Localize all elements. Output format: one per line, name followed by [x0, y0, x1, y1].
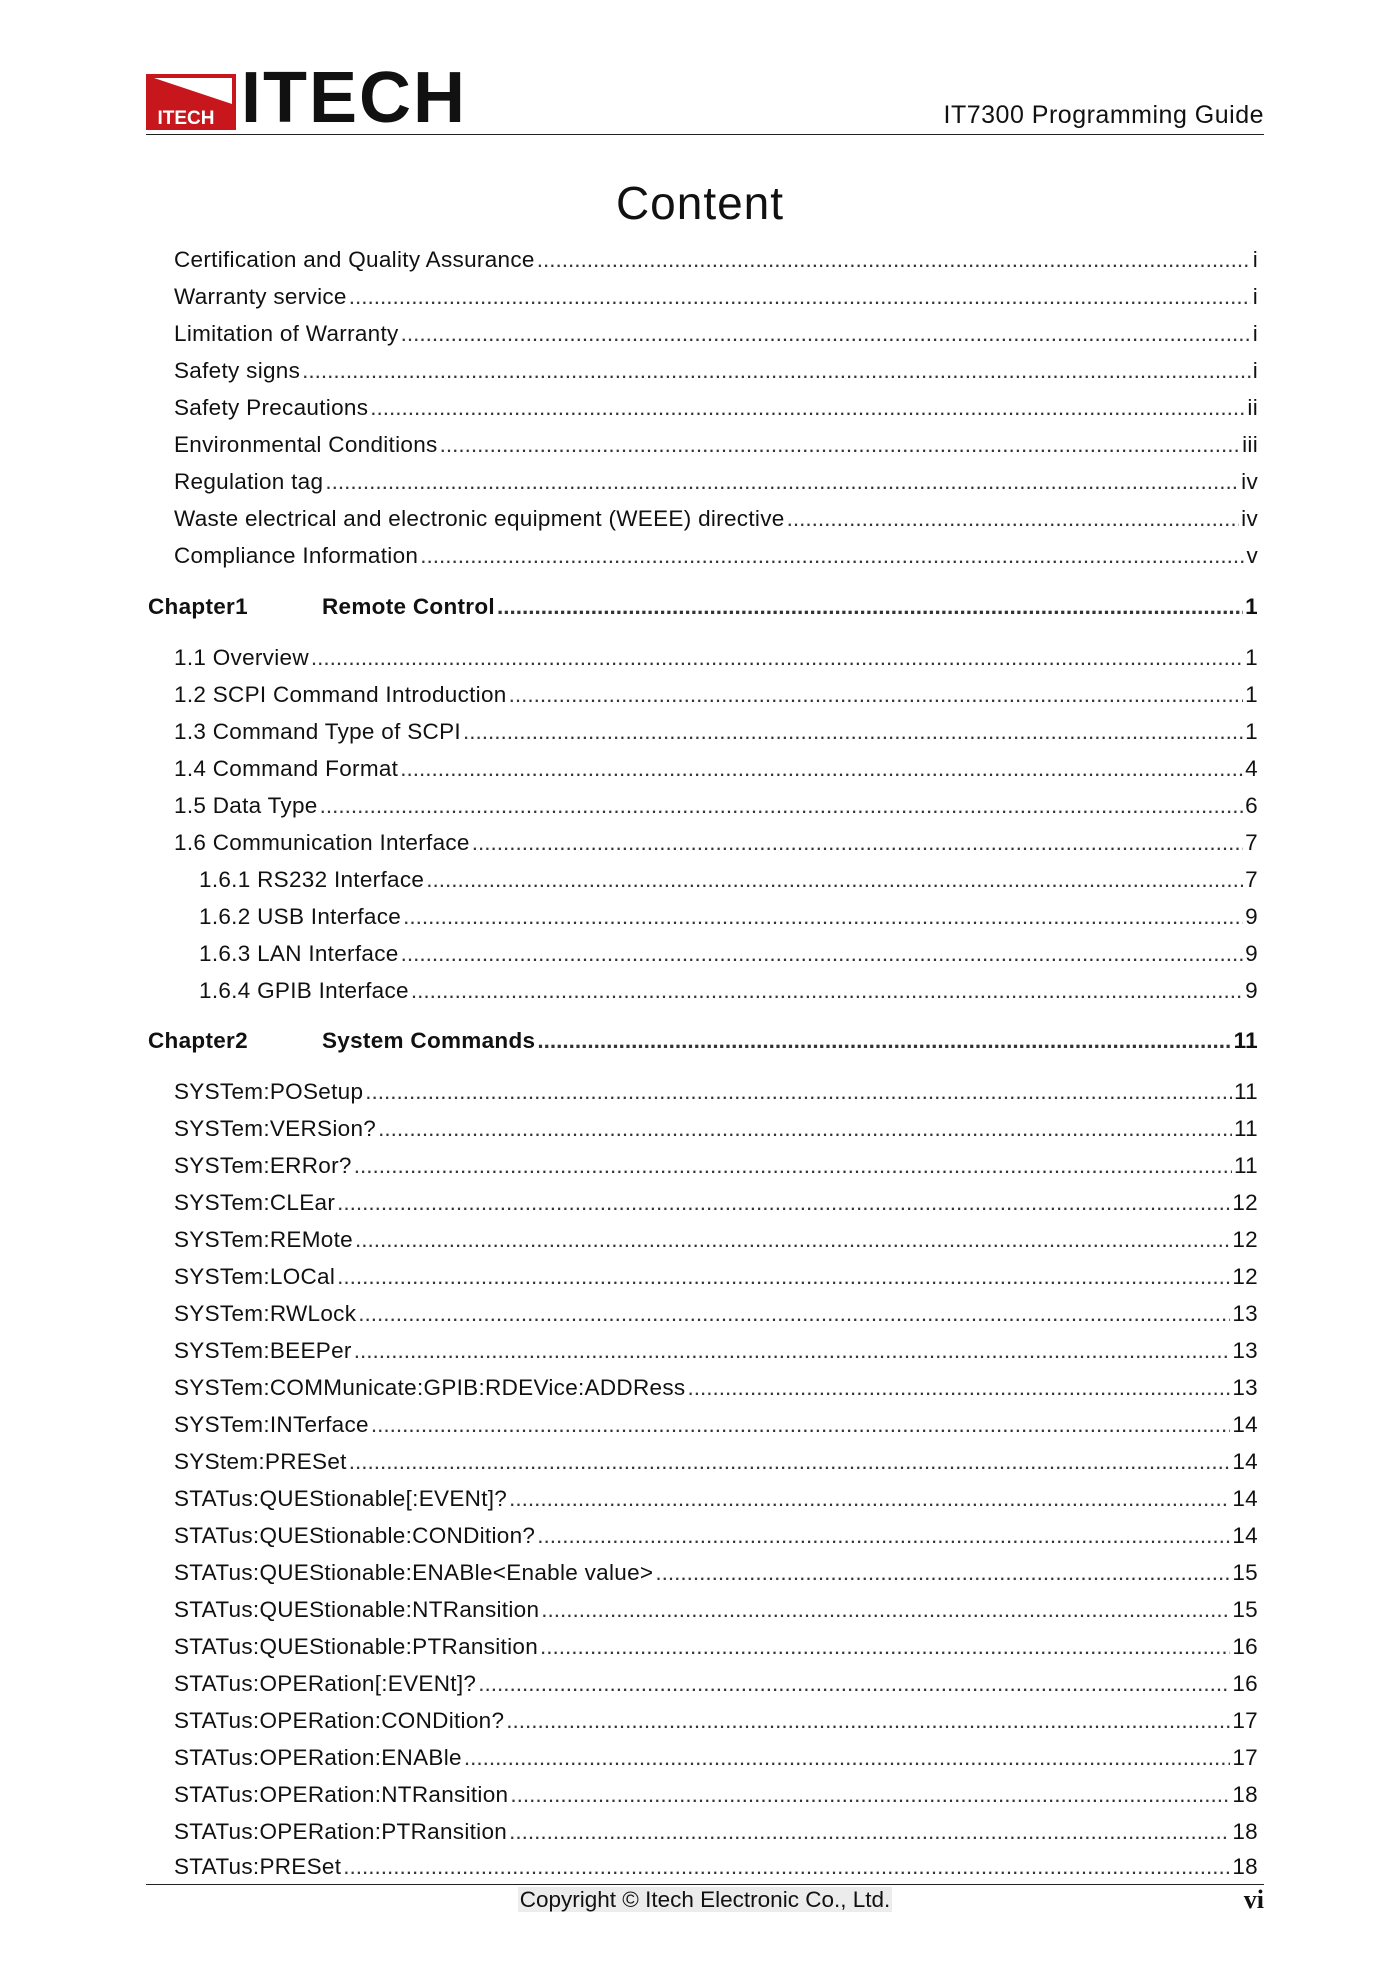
logo-wordmark: ITECH: [241, 58, 467, 138]
toc-entry-page: 1: [1245, 719, 1258, 744]
toc-entry-text: SYSTem:BEEPer: [174, 1338, 352, 1363]
toc-entry-page: i: [1252, 321, 1258, 346]
toc-entry[interactable]: [174, 1706, 1258, 1736]
toc-entry-text: Environmental Conditions: [174, 432, 438, 457]
toc-entry[interactable]: [174, 1817, 1258, 1847]
toc-entry-page: 4: [1245, 756, 1258, 781]
toc-entry-page: 14: [1232, 1486, 1258, 1511]
toc-entry-page: 18: [1232, 1819, 1258, 1844]
toc-leader-dots: [354, 1151, 1232, 1181]
toc-entry[interactable]: [174, 1780, 1258, 1810]
toc-entry-page: 7: [1245, 830, 1258, 855]
toc-entry-page: 1: [1245, 594, 1258, 619]
toc-entry[interactable]: [174, 467, 1258, 497]
toc-entry-page: 14: [1232, 1412, 1258, 1437]
toc-entry-page: 11: [1234, 1153, 1258, 1178]
toc-entry-text: STATus:QUEStionable:PTRansition: [174, 1634, 539, 1659]
toc-entry[interactable]: [174, 1669, 1258, 1699]
toc-entry-text: STATus:OPERation:PTRansition: [174, 1819, 508, 1844]
toc-entry-page: 14: [1232, 1449, 1258, 1474]
toc-entry-page: 13: [1232, 1338, 1258, 1363]
toc-subentry[interactable]: [199, 865, 1258, 895]
toc-entry-text: STATus:QUEStionable:CONDition?: [174, 1523, 536, 1548]
toc-entry-page: 14: [1232, 1523, 1258, 1548]
toc-entry-page: 16: [1232, 1634, 1258, 1659]
toc-entry-text: STATus:PRESet: [174, 1854, 342, 1879]
toc-entry[interactable]: [174, 1225, 1258, 1255]
toc-entry[interactable]: [174, 1743, 1258, 1773]
toc-leader-dots: [655, 1558, 1230, 1588]
itech-logo: [146, 58, 476, 138]
toc-leader-dots: [509, 680, 1244, 710]
toc-leader-dots: [354, 1336, 1231, 1366]
toc-entry[interactable]: [174, 282, 1258, 312]
toc-entry-text: SYSTem:LOCal: [174, 1264, 336, 1289]
toc-entry-text: SYSTem:VERSion?: [174, 1116, 377, 1141]
toc-entry[interactable]: [174, 717, 1258, 747]
toc-entry[interactable]: [174, 541, 1258, 571]
toc-chapter-1[interactable]: [148, 592, 1258, 622]
toc-leader-dots: [403, 902, 1243, 932]
toc-entry-text: 1.6.2 USB Interface: [199, 904, 402, 929]
toc-leader-dots: [472, 828, 1243, 858]
toc-entry-text: 1.2 SCPI Command Introduction: [174, 682, 507, 707]
toc-entry-page: 9: [1245, 904, 1258, 929]
toc-leader-dots: [401, 939, 1244, 969]
toc-leader-dots: [343, 1852, 1230, 1882]
toc-entry[interactable]: [174, 1447, 1258, 1477]
toc-entry[interactable]: [174, 1262, 1258, 1292]
toc-leader-dots: [537, 1521, 1230, 1551]
toc-entry-text: Safety Precautions: [174, 395, 369, 420]
toc-entry[interactable]: [174, 1632, 1258, 1662]
toc-entry-text: STATus:OPERation:NTRansition: [174, 1782, 509, 1807]
toc-entry[interactable]: [174, 1558, 1258, 1588]
toc-leader-dots: [401, 319, 1251, 349]
page-title: Content: [615, 177, 785, 229]
toc-leader-dots: [365, 1077, 1232, 1107]
toc-leader-dots: [509, 1484, 1230, 1514]
toc-entry[interactable]: [174, 245, 1258, 275]
chapter-label: Chapter2: [148, 1028, 248, 1053]
toc-leader-dots: [541, 1595, 1230, 1625]
toc-entry-text: STATus:OPERation[:EVENt]?: [174, 1671, 477, 1696]
toc-subentry[interactable]: [199, 976, 1258, 1006]
toc-entry-text: Compliance Information: [174, 543, 419, 568]
toc-entry-page: i: [1252, 358, 1258, 383]
chapter-title: System Commands: [322, 1028, 536, 1053]
toc-entry-page: v: [1246, 543, 1258, 568]
toc-entry[interactable]: [174, 1077, 1258, 1107]
toc-entry[interactable]: [174, 1188, 1258, 1218]
toc-entry-page: 1: [1245, 682, 1258, 707]
page-number: vi: [1243, 1885, 1264, 1914]
toc-entry-text: Safety signs: [174, 358, 301, 383]
toc-leader-dots: [337, 1188, 1230, 1218]
toc-entry-text: SYSTem:INTerface: [174, 1412, 369, 1437]
toc-entry-text: 1.6.4 GPIB Interface: [199, 978, 409, 1003]
toc-entry[interactable]: [174, 1299, 1258, 1329]
toc-entry-text: Certification and Quality Assurance: [174, 247, 535, 272]
toc-entry-page: 11: [1233, 1028, 1258, 1053]
toc-entry-text: SYSTem:ERRor?: [174, 1153, 352, 1178]
chapter-label: Chapter1: [148, 594, 248, 619]
toc-entry-page: iii: [1242, 432, 1258, 457]
toc-entry[interactable]: [174, 1521, 1258, 1551]
toc-entry-page: 17: [1232, 1708, 1258, 1733]
toc-entry-text: 1.1 Overview: [174, 645, 309, 670]
toc-entry-page: 12: [1232, 1264, 1258, 1289]
toc-entry-page: 13: [1232, 1301, 1258, 1326]
toc-leader-dots: [358, 1299, 1230, 1329]
copyright-text: Copyright © Itech Electronic Co., Ltd.: [519, 1887, 891, 1912]
guide-title: IT7300 Programming Guide: [943, 101, 1264, 129]
toc-entry-text: STATus:QUEStionable:ENABle<Enable value>: [174, 1560, 654, 1585]
toc-entry-text: Warranty service: [174, 284, 347, 309]
toc-entry[interactable]: [174, 430, 1258, 460]
toc-leader-dots: [537, 1026, 1231, 1056]
toc-entry-text: 1.3 Command Type of SCPI: [174, 719, 461, 744]
toc-entry[interactable]: [174, 1852, 1258, 1882]
toc-entry-page: 16: [1232, 1671, 1258, 1696]
toc-leader-dots: [371, 1410, 1230, 1440]
toc-entry[interactable]: [174, 1410, 1258, 1440]
toc-leader-dots: [349, 1447, 1231, 1477]
toc-entry[interactable]: [174, 1336, 1258, 1366]
page-header: [146, 58, 1264, 138]
toc-leader-dots: [506, 1706, 1230, 1736]
toc-entry-page: 18: [1232, 1854, 1258, 1879]
toc-entry-text: Waste electrical and electronic equipment (WEEE) directive: [174, 506, 785, 531]
toc-entry[interactable]: [174, 504, 1258, 534]
toc-entry[interactable]: [174, 393, 1258, 423]
toc-entry-page: 12: [1232, 1190, 1258, 1215]
toc-leader-dots: [400, 754, 1243, 784]
toc-entry[interactable]: [174, 1484, 1258, 1514]
toc-entry[interactable]: [174, 1595, 1258, 1625]
toc-leader-dots: [420, 541, 1244, 571]
toc-entry[interactable]: [174, 356, 1258, 386]
toc-entry-page: 15: [1232, 1560, 1258, 1585]
toc-entry-page: 11: [1234, 1116, 1258, 1141]
toc-entry-page: i: [1252, 284, 1258, 309]
toc-entry-text: SYSTem:CLEar: [174, 1190, 336, 1215]
toc-entry-text: 1.6.3 LAN Interface: [199, 941, 399, 966]
toc-leader-dots: [509, 1817, 1230, 1847]
toc-entry[interactable]: [174, 680, 1258, 710]
toc-leader-dots: [687, 1373, 1230, 1403]
toc-leader-dots: [349, 282, 1251, 312]
toc-leader-dots: [463, 717, 1243, 747]
chapter-title: Remote Control: [322, 594, 495, 619]
toc-entry-text: 1.5 Data Type: [174, 793, 318, 818]
toc-leader-dots: [311, 643, 1243, 673]
toc-entry[interactable]: [174, 643, 1258, 673]
toc-leader-dots: [378, 1114, 1232, 1144]
toc-entry-text: Limitation of Warranty: [174, 321, 399, 346]
toc-entry-page: 17: [1232, 1745, 1258, 1770]
toc-leader-dots: [355, 1225, 1230, 1255]
toc-leader-dots: [426, 865, 1243, 895]
toc-entry-page: 7: [1245, 867, 1258, 892]
toc-entry-text: 1.4 Command Format: [174, 756, 399, 781]
toc-entry-page: 1: [1245, 645, 1258, 670]
toc-leader-dots: [497, 592, 1243, 622]
toc-entry-page: 15: [1232, 1597, 1258, 1622]
toc-entry-text: 1.6.1 RS232 Interface: [199, 867, 425, 892]
toc-entry[interactable]: [174, 319, 1258, 349]
toc-entry-page: i: [1252, 247, 1258, 272]
toc-entry-text: SYSTem:COMMunicate:GPIB:RDEVice:ADDRess: [174, 1375, 686, 1400]
toc-subentry[interactable]: [199, 902, 1258, 932]
toc-entry-page: 13: [1232, 1375, 1258, 1400]
toc-entry[interactable]: [174, 791, 1258, 821]
toc-leader-dots: [440, 430, 1241, 460]
toc-leader-dots: [325, 467, 1239, 497]
toc-entry-page: iv: [1241, 469, 1258, 494]
toc-entry-text: SYStem:PRESet: [174, 1449, 347, 1474]
toc-entry-page: 11: [1234, 1079, 1258, 1104]
toc-leader-dots: [370, 393, 1245, 423]
toc-entry-text: SYSTem:REMote: [174, 1227, 353, 1252]
toc-leader-dots: [537, 245, 1251, 275]
page-footer: [146, 1884, 1264, 1915]
toc-entry-text: Regulation tag: [174, 469, 324, 494]
toc-entry-text: STATus:QUEStionable[:EVENt]?: [174, 1486, 508, 1511]
toc-entry-text: STATus:OPERation:ENABle: [174, 1745, 462, 1770]
logo-small-text: ITECH: [157, 108, 215, 129]
toc-entry[interactable]: [174, 754, 1258, 784]
toc-entry[interactable]: [174, 1373, 1258, 1403]
toc-entry-page: 9: [1245, 941, 1258, 966]
toc-entry[interactable]: [174, 828, 1258, 858]
toc-leader-dots: [510, 1780, 1230, 1810]
toc-leader-dots: [320, 791, 1244, 821]
toc-entry-page: 18: [1232, 1782, 1258, 1807]
toc-leader-dots: [478, 1669, 1230, 1699]
toc-subentry[interactable]: [199, 939, 1258, 969]
toc-entry-text: SYSTem:RWLock: [174, 1301, 357, 1326]
toc-chapter-2[interactable]: [148, 1026, 1258, 1056]
logo-emblem-icon: [146, 74, 236, 130]
toc-entry-text: 1.6 Communication Interface: [174, 830, 470, 855]
toc-entry-page: 12: [1232, 1227, 1258, 1252]
toc-entry-text: SYSTem:POSetup: [174, 1079, 364, 1104]
toc-leader-dots: [411, 976, 1243, 1006]
toc-entry[interactable]: [174, 1151, 1258, 1181]
toc-entry-page: 9: [1245, 978, 1258, 1003]
toc-entry-page: 6: [1245, 793, 1258, 818]
toc-leader-dots: [337, 1262, 1230, 1292]
toc-leader-dots: [464, 1743, 1231, 1773]
toc-entry-page: ii: [1247, 395, 1258, 420]
toc-entry-page: iv: [1241, 506, 1258, 531]
toc-leader-dots: [302, 356, 1251, 386]
toc-leader-dots: [540, 1632, 1230, 1662]
toc-entry[interactable]: [174, 1114, 1258, 1144]
toc-leader-dots: [787, 504, 1240, 534]
toc-entry-text: STATus:OPERation:CONDition?: [174, 1708, 505, 1733]
toc-entry-text: STATus:QUEStionable:NTRansition: [174, 1597, 540, 1622]
